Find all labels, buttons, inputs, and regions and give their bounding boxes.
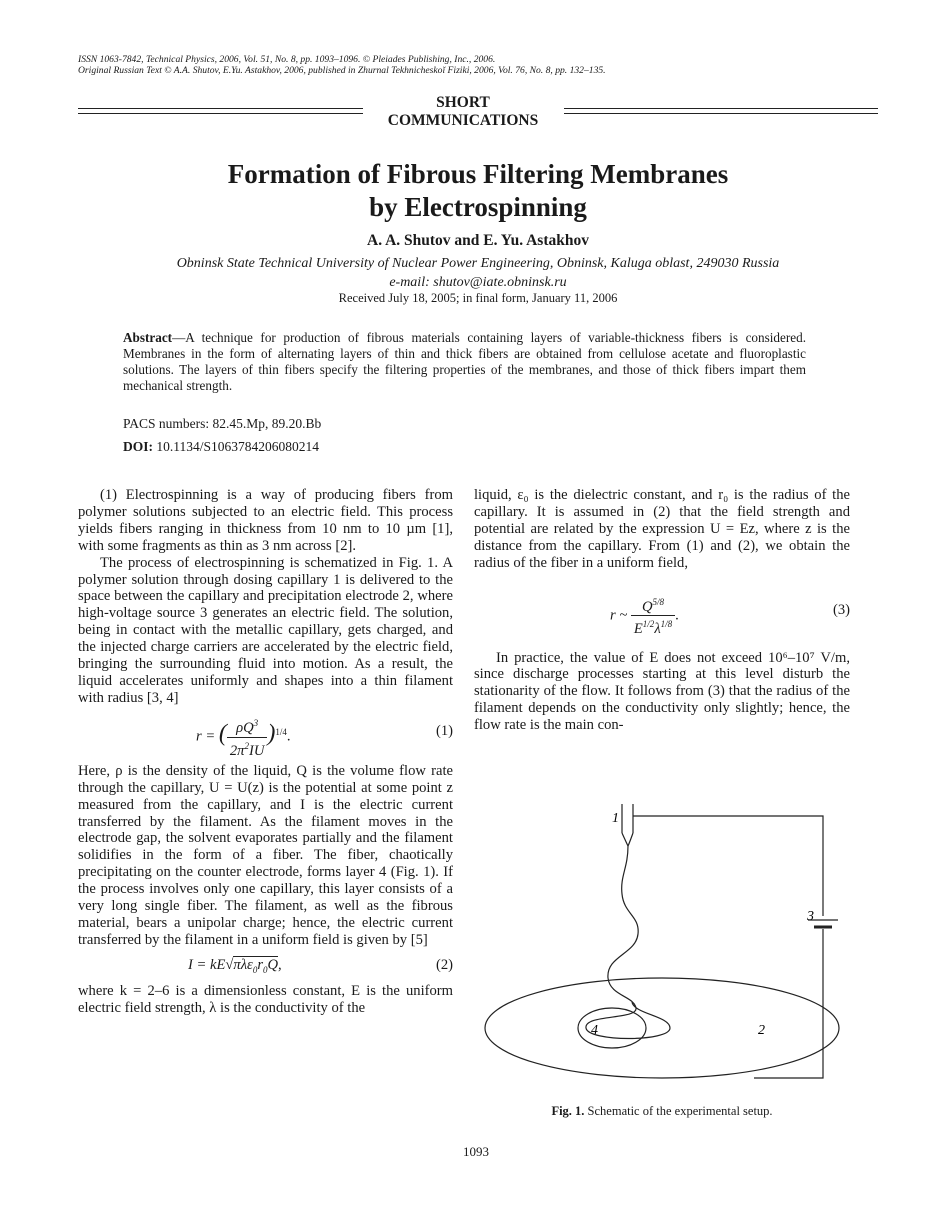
abstract <box>123 330 806 394</box>
paragraph: Here, ρ is the density of the liquid, Q is the volume flow rate through the capillary, U = U(z) is the potential at some point z measured from the capillary, and I is the electric current transferred by the filament. As the filament moves in the electrode gap, the solvent evaporates partially and the filament solidifies in the form of a fiber. The fiber, chaotically precipitating on the counter electrode, forms layer 4 (Fig. 1). If the process involves only one capillary, this layer consists of a very long single fiber. The filament, as well as the fibrous material, bears a unipolar charge; hence, the electric current transferred by the filament in a uniform field is given by [5] <box>78 762 453 948</box>
label-fiber-layer: 4 <box>591 1023 598 1038</box>
caption-label: Fig. 1. <box>551 1104 585 1118</box>
affiliation-block <box>78 254 878 292</box>
section-label-line1: SHORT <box>436 94 490 111</box>
label-battery: 3 <box>807 909 814 924</box>
section-label <box>364 94 562 130</box>
doi-value: 10.1134/S1063784206080214 <box>156 439 320 454</box>
paragraph: In practice, the value of E does not exceed 10⁶–10⁷ V/m, since discharge processes starting at this level disturb the stationarity of the flow. It follows from (3) that the radius of the filament depends on the conductivity only slightly; hence, the flow rate is the main con- <box>474 649 850 734</box>
equation-1: r = ( $\frac{\rho Q^3}{2\pi^2IU}$ )$^{1/4}$. (1) <box>78 707 453 763</box>
page-number: 1093 <box>463 1144 489 1159</box>
equation-3: r ~ $\frac{Q^{5/8}}{E^{1/2}\lambda^{1/8}}$ . (3) <box>474 572 850 650</box>
doi <box>123 439 319 455</box>
section-rule-left <box>78 108 363 114</box>
circuit-wire <box>754 929 823 1078</box>
equation-number: (1) <box>435 722 453 739</box>
received-date: Received July 18, 2005; in final form, January 11, 2006 <box>338 291 618 305</box>
email: e-mail: shutov@iate.obninsk.ru <box>389 275 567 290</box>
affiliation: Obninsk State Technical University of Nuclear Power Engineering, Obninsk, Kaluga oblast, 249030 Russia <box>176 256 780 271</box>
circuit-wire <box>633 816 823 916</box>
section-rule-right <box>564 108 878 114</box>
journal-header-line1: ISSN 1063-7842, Technical Physics, 2006, Vol. 51, No. 8, pp. 1093–1096. © Pleiades Publishing, Inc., 2006. <box>78 54 496 65</box>
abstract-text: —A technique for production of fibrous materials containing layers of variable-thickness fibers is considered. Membranes in the form of alternating layers of thin and thick fibers are obtained from cellulose acetate and fluoroplastic solutions. The layers of thin fibers specify the filtering properties of the membranes, and those of thick fibers impart them mechanical strength. <box>123 330 806 393</box>
paper-title <box>78 158 878 224</box>
caption-text: Schematic of the experimental setup. <box>587 1104 773 1118</box>
figure-caption <box>474 1104 850 1119</box>
authors: A. A. Shutov and E. Yu. Astakhov <box>367 232 589 249</box>
section-label-line2: COMMUNICATIONS <box>387 112 539 129</box>
doi-label: DOI: <box>123 439 153 454</box>
journal-header-line2: Original Russian Text © A.A. Shutov, E.Yu. Astakhov, 2006, published in Zhurnal Tekhnicheskoĭ Fiziki, 2006, Vol. 76, No. 8, pp. 132–135. <box>78 65 606 76</box>
equation-number: (2) <box>435 956 453 973</box>
journal-header <box>78 54 878 76</box>
label-electrode: 2 <box>758 1023 765 1038</box>
paragraph: liquid, ε₀ is the dielectric constant, and r₀ is the radius of the capillary. It is assumed in (2) that the field strength and potential are related by the expression U = Ez, where z is the distance from the capillary. From (1) and (2), we obtain the radius of the fiber in a uniform field, <box>474 487 850 571</box>
equation-number: (3) <box>832 601 850 618</box>
title-line2: by Electrospinning <box>369 192 587 222</box>
left-column <box>78 487 453 1017</box>
title-line1: Formation of Fibrous Filtering Membranes <box>227 159 729 189</box>
pacs-numbers: PACS numbers: 82.45.Mp, 89.20.Bb <box>123 416 322 431</box>
right-column <box>474 487 850 734</box>
section-heading <box>78 94 878 134</box>
figure-1-schematic <box>474 798 850 1088</box>
fiber-layer <box>578 1008 646 1048</box>
equation-2: $I = kE√\pi\lambda\varepsilon_0r_0Q$, (2) <box>188 956 453 975</box>
label-capillary: 1 <box>612 811 619 826</box>
capillary-tip <box>622 833 633 846</box>
paragraph: where k = 2–6 is a dimensionless constant, E is the uniform electric field strength, λ is the conductivity of the <box>78 982 453 1016</box>
paragraph: The process of electrospinning is schematized in Fig. 1. A polymer solution through dosing capillary 1 is delivered to the space between the capillary and precipitation electrode 2, where high-voltage source 3 generates an electric field. The solution, being in contact with the metallic capillary, gets charged, and the injected charge carriers are accelerated by the electric field, bringing the surrounding fluid into motion. As a result, the liquid accelerates uniformly and shapes into a thin filament with radius [3, 4] <box>78 554 453 706</box>
abstract-label: Abstract <box>123 330 173 345</box>
paragraph: (1) Electrospinning is a way of producing fibers from polymer solutions subjected to an electric field. This process yields fibers ranging in thickness from 10 nm to 10 µm [1], with some fragments as thin as 3 nm across [2]. <box>78 487 453 554</box>
counter-electrode <box>485 978 839 1078</box>
